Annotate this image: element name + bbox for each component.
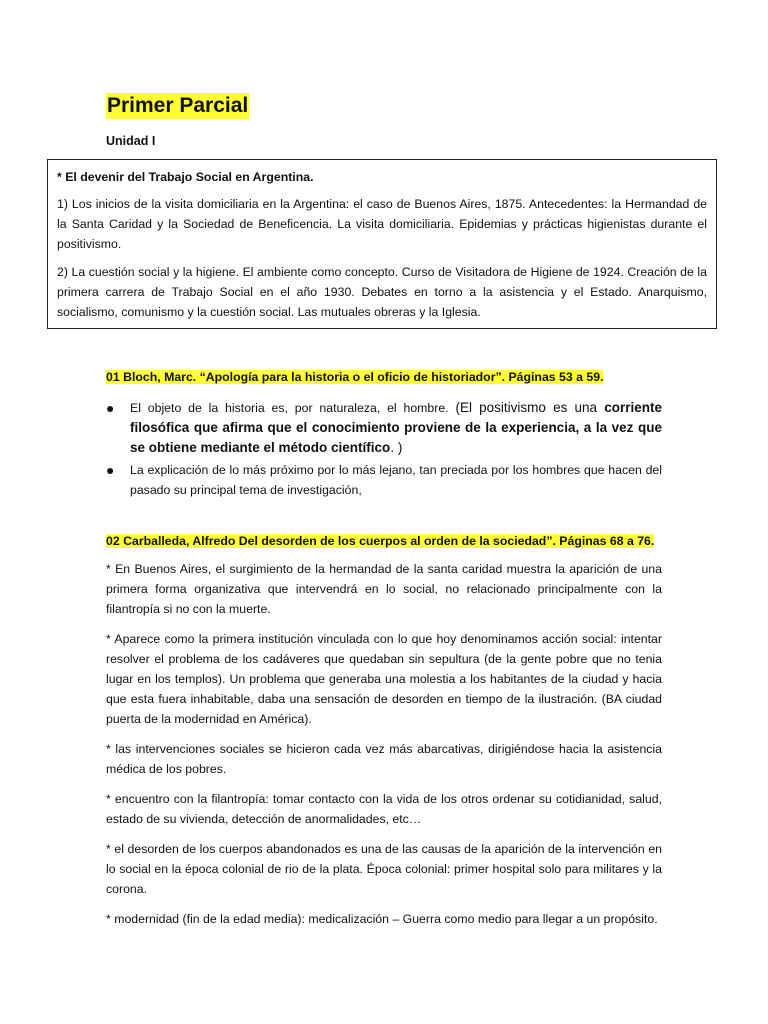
section-2-heading-text: 02 Carballeda, Alfredo Del desorden de los cuerpos al orden de la sociedad”. Páginas 68 a 76. [106,534,655,548]
paragraph: * encuentro con la filantropía: tomar contacto con la vida de los otros ordenar su cotidianidad, salud, estado de su vivienda, detección de anormalidades, etc… [106,792,662,826]
bullet-dot-icon: ● [106,400,115,416]
bullet-dot-icon: ● [106,462,115,478]
unit-summary-box [47,159,717,329]
box-item-2: 2) La cuestión social y la higiene. El ambiente como concepto. Curso de Visitadora de Higiene de 1924. Creación de la primera carrera de Trabajo Social en el año 1930. Debates en torno a la asistencia y el Estado. Anarquismo, socialismo, comunismo y la cuestión social. Las mutuales obreras y la Iglesia. [57,265,707,319]
bullet-1-text-a: El objeto de la historia es, por naturaleza, el hombre. [130,401,456,415]
bullet-item [106,398,662,458]
box-heading: * El devenir del Trabajo Social en Argentina. [57,170,314,184]
section-1-bullets [106,398,662,500]
page-subtitle: Unidad I [106,134,156,148]
section-1-heading [106,367,603,387]
bullet-1-text-c: corriente filosófica que afirma que el conocimiento proviene de la experiencia, a la vez que se obtiene mediante el método científico [130,400,662,455]
paragraph: * las intervenciones sociales se hicieron cada vez más abarcativas, dirigiéndose hacia la asistencia médica de los pobres. [106,742,662,776]
paragraph: * modernidad (fin de la edad media): medicalización – Guerra como medio para llegar a un propósito. [106,912,658,926]
section-2-heading [106,531,654,551]
box-item-1: 1) Los inicios de la visita domiciliaria en la Argentina: el caso de Buenos Aires, 1875. Antecedentes: la Hermandad de la Santa Caridad y la Sociedad de Beneficencia. La visita domiciliaria. Epidemias y prácticas higienistas durante el positivismo. [57,197,707,251]
page-title: Primer Parcial [107,94,249,117]
bullet-1-text-d: . ) [390,440,403,455]
bullet-1-text-b: (El positivismo es una [455,400,605,415]
paragraph: * Aparece como la primera institución vinculada con lo que hoy denominamos acción social: intentar resolver el problema de los cadáveres que quedaban sin sepultura (de la gente pobre que no tenia lugar en los templos). Un problema que generaba una molestia a los habitantes de la ciudad y hacia que esta fuera inhabitable, daba una sensación de desorden en tiempo de la ilustración. (BA ciudad puerta de la modernidad en América). [106,632,662,726]
bullet-item [106,460,662,500]
paragraph: * En Buenos Aires, el surgimiento de la hermandad de la santa caridad muestra la aparición de una primera forma organizativa que intervendrá en lo social, no relacionado principalmente con la filantropía si no con la muerte. [106,562,662,616]
section-1-heading-text: 01 Bloch, Marc. “Apología para la historia o el oficio de historiador”. Páginas 53 a 59. [106,370,604,384]
bullet-2-text: La explicación de lo más próximo por lo más lejano, tan preciada por los hombres que hacen del pasado su principal tema de investigación, [130,463,662,497]
section-2-body [106,559,662,939]
paragraph: * el desorden de los cuerpos abandonados es una de las causas de la aparición de la intervención en lo social en la época colonial de rio de la plata. Época colonial: primer hospital solo para militares y la corona. [106,842,662,896]
